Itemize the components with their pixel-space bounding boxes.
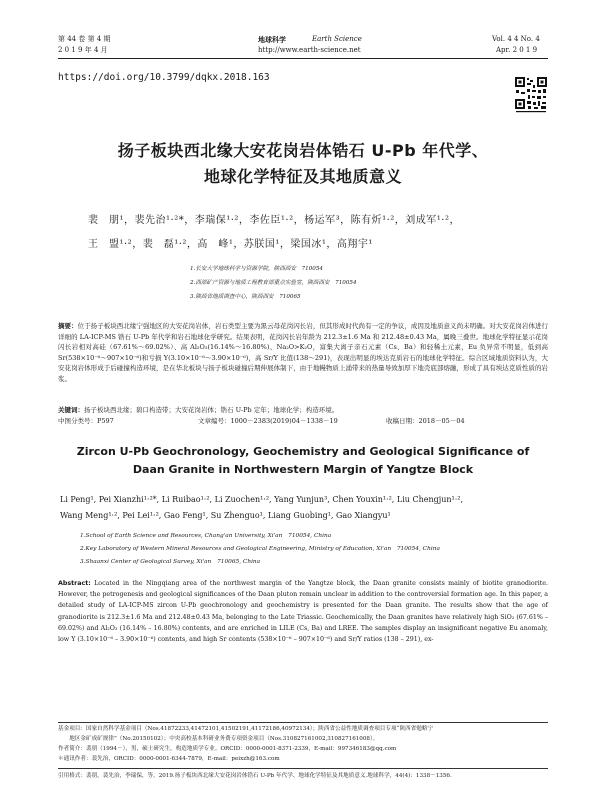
footnote-author-bio: 作者简介：裴朋（1994－），男，硕士研究生，构造地质学专业。ORCID：0000-0001-8371-2339，E-mail：997346183@qq.com bbox=[58, 746, 397, 752]
header-journal-cn: 地球科学 bbox=[258, 35, 286, 44]
abstract-en-label: Abstract: bbox=[58, 580, 91, 587]
abstract-cn-text: 位于扬子板块西北缘宁强地区的大安花岗岩体，岩石类型主要为黑云母花岗闪长岩，但其形成时代尚有一定的争议，成因及地质意义尚未明确。对大安花岗岩体进行详细的 LA-ICP-MS 锆石 U-Pb 年代学和岩石地球化学研究。结果表明，花岗闪长岩年龄为 212.3±1.6 Ma 和 212.48±0.43 Ma，属晚三叠世。地球化学特征显示花岗闪长岩相对高硅（67.61%～69.02%）、高 Al₂O₃(16.14%～16.80%)、Na₂O>K₂O，富集大离子亲石元素（Cs、Ba）和轻稀土元素，Eu 负异常不明显，低到高 Sr(538×10⁻⁶～907×10⁻⁶)和亏损 Y(3.10×10⁻⁶～3.90×10⁻⁶)，高 Sr/Y 比值(138～291)，表现出明显的埃达克质岩石的地球化学特征。综合区域地质资料认为，大安花岗岩体形成于后碰撞构造环境，是在华北板块与扬子板块碰撞后期伸展体制下，由于地幔物质上涌带来的热量导致加厚下地壳底部熔融，形成了具有埃达克质性质的岩浆。 bbox=[58, 322, 549, 383]
header-volume-en: Vol. 4 4 No. 4 bbox=[492, 35, 540, 43]
affiliation-cn-2: 2.西部矿产资源与地质工程教育部重点实验室，陕西西安 710054 bbox=[190, 280, 357, 286]
doi-link[interactable]: https://doi.org/10.3799/dqkx.2018.163 bbox=[58, 72, 270, 83]
footnote-corresponding-author: ＊通讯作者：裴先治，ORCID：0000-0001-6344-7879，E-mail：peixzh@163.com bbox=[58, 756, 280, 762]
footnote-funding: 基金项目：国家自然科学基金项目（Nos.41872233,41472101,41502191,41172186,40972134）；陕西省公益性地质调查项目专项“陕西省勉略宁 bbox=[58, 726, 434, 732]
affiliation-cn-3: 3.陕西省地质调查中心，陕西西安 710065 bbox=[190, 294, 301, 300]
header-volume-cn: 第 44 卷 第 4 期 bbox=[58, 35, 111, 43]
abstract-cn bbox=[58, 321, 548, 385]
article-number-cn: 文章编号：1000－2383(2019)04－1338－19 bbox=[198, 417, 338, 425]
header-journal-en: Earth Science bbox=[312, 35, 362, 43]
abstract-cn-label: 摘要： bbox=[58, 322, 78, 330]
authors-cn-line1: 裴 朋¹，裴先治¹·²*，李瑞保¹·²，李佐臣¹·²，杨运军³，陈有炘¹·²，刘成军¹·²， bbox=[88, 215, 460, 226]
header-date-en: Apr. 2 0 1 9 bbox=[496, 46, 538, 54]
keywords-cn-label: 关键词： bbox=[58, 406, 84, 414]
footnote-rule bbox=[58, 722, 548, 723]
title-cn-line1: 扬子板块西北缘大安花岗岩体锆石 U-Pb 年代学、 bbox=[117, 141, 489, 160]
abstract-en bbox=[58, 578, 548, 645]
header-date-cn: 2 0 1 9 年 4 月 bbox=[58, 46, 108, 54]
title-en-line1: Zircon U-Pb Geochronology, Geochemistry and Geological Significance of bbox=[76, 445, 530, 458]
keywords-cn-text: 扬子板块西北缘；碧口构造带；大安花岗岩体；锆石 U-Pb 定年；地球化学；构造环境。 bbox=[84, 406, 339, 414]
authors-en-line2: Wang Meng¹·², Pei Lei¹·², Gao Feng¹, Su Zhenguo¹, Liang Guobing¹, Gao Xiangyu¹ bbox=[60, 511, 391, 520]
header-website: http://www.earth-science.net bbox=[258, 46, 361, 54]
title-cn-line2: 地球化学特征及其地质意义 bbox=[203, 167, 402, 186]
header-rule bbox=[58, 58, 548, 59]
qr-code-icon bbox=[514, 76, 548, 114]
affiliation-en-1: 1.School of Earth Science and Resources, Chang'an University, Xi'an 710054, China bbox=[80, 533, 332, 539]
affiliation-en-3: 3.Shaanxi Center of Geological Survey, Xi'an 710065, China bbox=[80, 559, 261, 565]
classification-cn: 中图分类号：P597 bbox=[58, 417, 114, 425]
keywords-cn bbox=[58, 405, 548, 416]
citation-rule bbox=[58, 768, 548, 769]
abstract-en-text: Located in the Ningqiang area of the northwest margin of the Yangtze block, the Daan granite consists mainly of biotite granodiorite. However, the petrogenesis and geological significances of the Daan pluton remain unclear in addition to the controversial formation age. In this paper, a detailed study of LA-ICP-MS zircon U-Pb geochronology and geochemistry is presented for the Daan granite. The results show that the age of granodiorite is 212.3±1.6 Ma and 212.48±0.43 Ma, belonging to the Late Triassic. Geochemically, the Daan granites have relatively high SiO₂ (67.61% – 69.02%) and Al₂O₃ (16.14% – 16.80%) contents, and are enriched in LILE (Cs, Ba) and LREE. The samples display an insignificant negative Eu anomaly, low Y (3.10×10⁻⁶ – 3.90×10⁻⁶) contents, and high Sr contents (538×10⁻⁶ – 907×10⁻⁶) and Sr/Y ratios (138 – 291), ex- bbox=[58, 580, 548, 644]
affiliation-en-2: 2.Key Laboratory of Western Mineral Resources and Geological Engineering, Ministry of Education, Xi'an 710054, China bbox=[80, 546, 440, 552]
title-en-line2: Daan Granite in Northwestern Margin of Yangtze Block bbox=[132, 463, 474, 476]
footnote-funding-cont: 地区金矿成矿规律”（No.20150102）；中央高校基本科研业务费专项资金项目（Nos.310827161002,310827161008）。 bbox=[58, 736, 379, 742]
authors-en-line1: Li Peng¹, Pei Xianzhi¹·²*, Li Ruibao¹·², Li Zuochen¹·², Yang Yunjun³, Chen Youxin¹·², Liu Chengjun¹·², bbox=[60, 495, 464, 504]
received-date-cn: 收稿日期：2018－05－04 bbox=[386, 417, 465, 425]
affiliation-cn-1: 1.长安大学地球科学与资源学院，陕西西安 710054 bbox=[190, 266, 323, 272]
citation-format: 引用格式：裴朋，裴先治，李瑞保，等，2019.扬子板块西北缘大安花岗岩体锆石 U-Pb 年代学、地球化学特征及其地质意义.地球科学，44(4)：1338－1356. bbox=[58, 773, 452, 779]
authors-cn-line2: 王 盟¹·²，裴 磊¹·²，高 峰¹，苏朕国¹，梁国冰¹，高翔宇¹ bbox=[88, 239, 373, 250]
